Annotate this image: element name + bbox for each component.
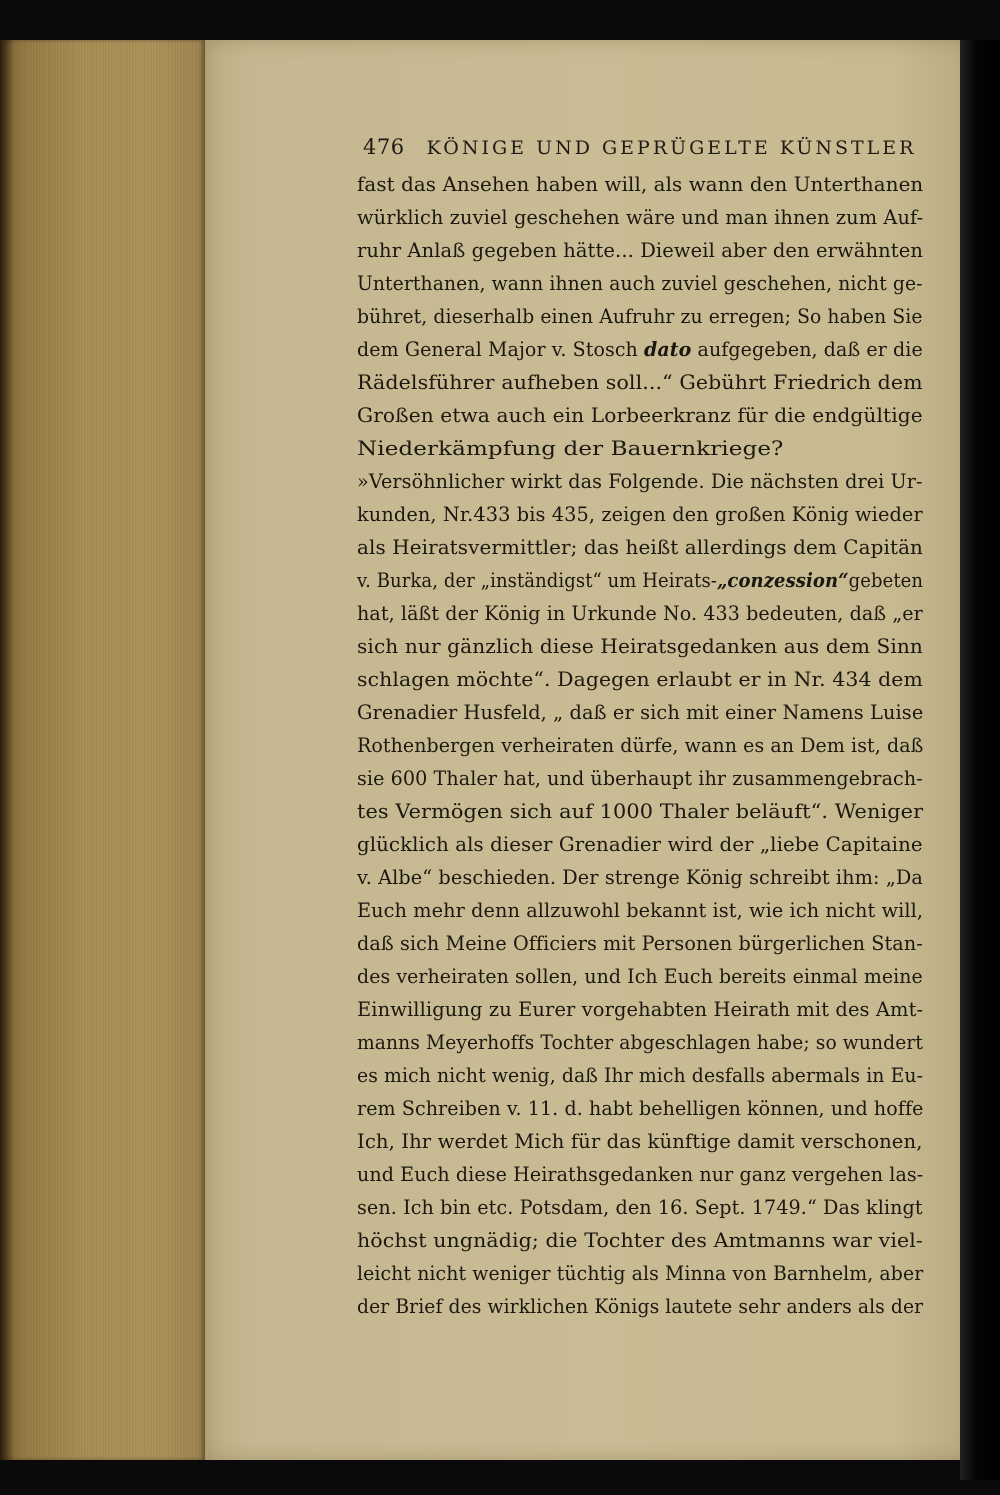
text-line: ruhr Anlaß gegeben hätte... Dieweil aber den erwähnten (357, 238, 924, 262)
text-line: es mich nicht wenig, daß Ihr mich desfalls abermals in Eu- (357, 1063, 924, 1087)
text-line: der Brief des wirklichen Königs lautete sehr anders als der (357, 1294, 924, 1318)
running-head-title: KÖNIGE UND GEPRÜGELTE KÜNSTLER (426, 137, 917, 159)
text-line: als Heiratsvermittler; das heißt allerdings dem Capitän (357, 535, 923, 559)
text-line: glücklich als dieser Grenadier wird der „liebe Capitaine (357, 832, 923, 856)
text-line: Ich, Ihr werdet Mich für das künftige damit verschonen, (357, 1129, 923, 1153)
text-line: und Euch diese Heirathsgedanken nur ganz vergehen las- (357, 1162, 924, 1186)
text-line: kunden, Nr.433 bis 435, zeigen den großen König wieder (357, 502, 923, 526)
text-line: Unterthanen, wann ihnen auch zuviel geschehen, nicht ge- (357, 271, 923, 295)
text-line: Rothenbergen verheiraten dürfe, wann es an Dem ist, daß (357, 733, 924, 757)
text-line: Rädelsführer aufheben soll...“ Gebührt Friedrich dem (357, 370, 923, 394)
running-head (363, 135, 916, 159)
text-line: sen. Ich bin etc. Potsdam, den 16. Sept. 1749.“ Das klingt (357, 1195, 923, 1219)
text-line: hat, läßt der König in Urkunde No. 433 bedeuten, daß „er (357, 601, 923, 625)
text-line-mixed (357, 568, 923, 592)
text-line: rem Schreiben v. 11. d. habt behelligen können, und hoffe (357, 1096, 924, 1120)
text-line: Grenadier Husfeld, „ daß er sich mit einer Namens Luise (357, 700, 924, 724)
text-line: schlagen möchte“. Dagegen erlaubt er in Nr. 434 dem (357, 667, 923, 691)
text-line: leicht nicht weniger tüchtig als Minna von Barnhelm, aber (357, 1261, 924, 1285)
text-line: manns Meyerhoffs Tochter abgeschlagen habe; so wundert (357, 1030, 923, 1054)
text-line: sie 600 Thaler hat, und überhaupt ihr zusammengebrach- (357, 766, 923, 790)
text-line: Einwilligung zu Eurer vorgehabten Heirath mit des Amt- (357, 997, 924, 1021)
text-line: Großen etwa auch ein Lorbeerkranz für die endgültige (357, 403, 923, 427)
text-segment: gebeten (848, 568, 924, 592)
text-line: Niederkämpfung der Bauernkriege? (357, 436, 784, 460)
text-line: v. Albe“ beschieden. Der strenge König schreibt ihm: „Da (357, 865, 924, 889)
italic-term: dato (644, 337, 692, 361)
text-line: würklich zuviel geschehen wäre und man ihnen zum Auf- (357, 205, 924, 229)
text-segment: dem General Major v. Stosch (357, 337, 645, 361)
text-line: des verheiraten sollen, und Ich Euch bereits einmal meine (357, 964, 923, 988)
text-line: fast das Ansehen haben will, als wann den Unterthanen (357, 172, 924, 196)
page-number: 476 (363, 135, 405, 159)
italic-term: „conzession“ (716, 568, 849, 592)
text-line: »Versöhnlicher wirkt das Folgende. Die nächsten drei Ur- (357, 469, 923, 493)
text-line: daß sich Meine Officiers mit Personen bürgerlichen Stan- (357, 931, 923, 955)
text-segment: aufgegeben, daß er die (691, 337, 923, 361)
text-line: sich nur gänzlich diese Heiratsgedanken aus dem Sinn (357, 634, 923, 658)
text-line: tes Vermögen sich auf 1000 Thaler beläuft“. Weniger (357, 799, 924, 823)
text-line-mixed (357, 337, 923, 361)
text-line: höchst ungnädig; die Tochter des Amtmanns war viel- (357, 1228, 923, 1252)
book-cover-edge (960, 40, 1000, 1480)
text-line: bühret, dieserhalb einen Aufruhr zu erregen; So haben Sie (357, 304, 923, 328)
text-line: Euch mehr denn allzuwohl bekannt ist, wie ich nicht will, (357, 898, 924, 922)
text-segment: v. Burka, der „inständigst“ um Heirats- (357, 568, 717, 592)
book-page-edges (0, 40, 205, 1460)
